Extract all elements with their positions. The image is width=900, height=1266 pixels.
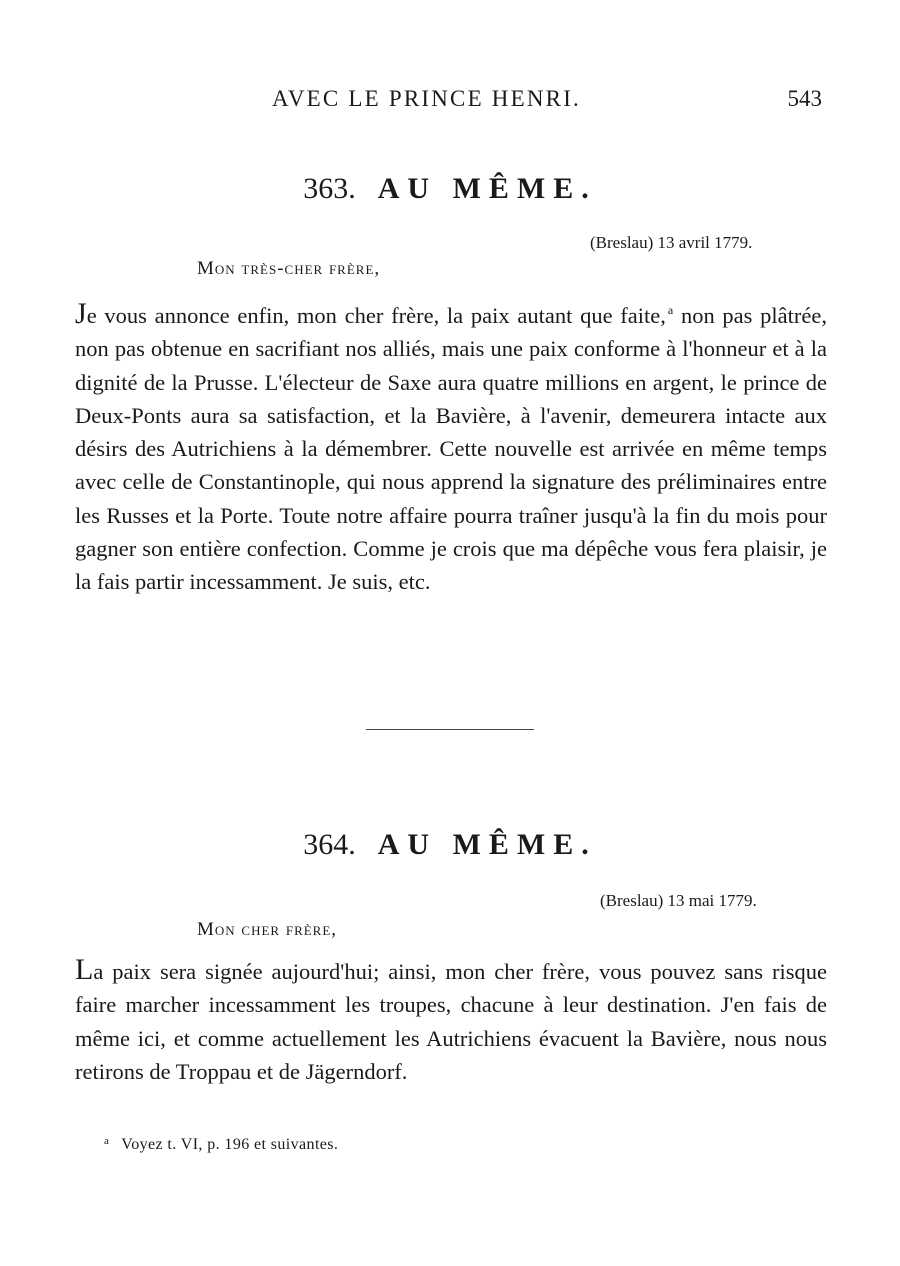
footnote-ref: a [667,303,674,317]
letter-number: 364. [303,828,356,861]
running-title: AVEC LE PRINCE HENRI. [272,86,582,111]
page-number: 543 [787,86,822,111]
drop-cap: L [75,953,94,986]
footnote-mark: a [104,1135,110,1147]
letter-364-text: a paix sera signée aujourd'hui; ainsi, mon cher frère, vous pouvez sans risque faire marcher incessamment les troupes, chacune à leur destination. J'en fais de même ici, et comme actuellement les Autrichiens évacuent la Bavière, nous nous retirons de Troppau et de Jägerndorf. [75,959,827,1084]
letter-363-dateline: (Breslau) 13 avril 1779. [590,233,753,252]
letter-363-text-cont: non pas plâtrée, non pas obtenue en sacrifiant nos alliés, mais une paix conforme à l'honneur et à la dignité de la Prusse. L'électeur de Saxe aura quatre millions en argent, le prince de Deux-Ponts aura sa satisfaction, et la Bavière, à l'avenir, demeurera intacte aux désirs des Autrichiens à la démembrer. Cette nouvelle est arrivée en même temps avec celle de Constantinople, qui nous apprend la signature des préliminaires entre les Russes et la Porte. Toute notre affaire pourra traîner jusqu'à la fin du mois pour gagner son entière confection. Comme je crois que ma dépêche vous fera plaisir, je la fais partir incessamment. Je suis, etc. [75,303,827,595]
footnote [104,1135,338,1154]
letter-364-dateline: (Breslau) 13 mai 1779. [600,891,757,910]
letter-364-heading [0,828,900,862]
section-divider [366,729,534,730]
letter-363-salutation: Mon très-cher frère, [197,258,381,279]
letter-364-salutation: Mon cher frère, [197,919,338,940]
letter-364-body [75,955,827,1088]
letter-title: AU MÊME. [377,172,597,205]
letter-363-text: e vous annonce enfin, mon cher frère, la paix autant que faite, [86,303,666,328]
letter-363-body [75,294,827,599]
letter-363-heading [0,172,900,206]
letter-title: AU MÊME. [377,828,597,861]
drop-cap: J [75,297,87,330]
letter-number: 363. [303,172,356,205]
footnote-text: Voyez t. VI, p. 196 et suivantes. [121,1136,339,1153]
